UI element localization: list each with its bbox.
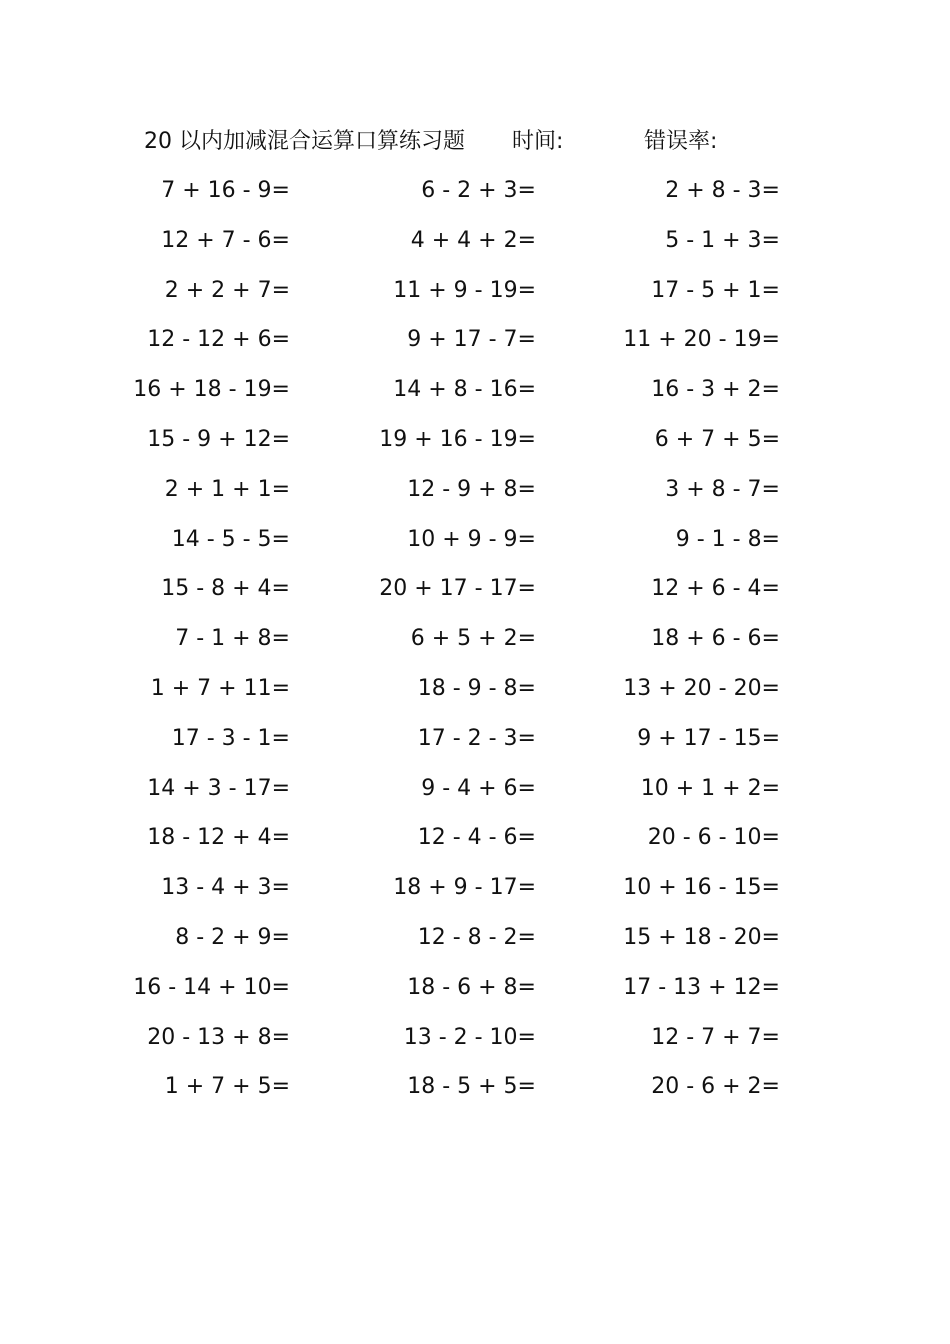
- problem-row: [0, 622, 950, 656]
- problem-row: [0, 572, 950, 606]
- problem-row: [0, 473, 950, 507]
- problem-item: 14 - 5 - 5=: [171, 526, 290, 552]
- problem-item: 6 + 7 + 5=: [654, 427, 780, 452]
- problem-item: 13 - 4 + 3=: [161, 875, 290, 901]
- problem-item: 11 + 9 - 19=: [393, 277, 536, 303]
- problem-row: [0, 921, 950, 955]
- problem-item: 16 - 3 + 2=: [651, 377, 780, 403]
- problem-row: [0, 274, 950, 308]
- problem-row: [0, 523, 950, 557]
- problem-item: 9 + 17 - 7=: [407, 327, 536, 353]
- problem-row: [0, 1021, 950, 1055]
- problem-item: 18 - 6 + 8=: [407, 974, 536, 1000]
- worksheet-header: [0, 126, 950, 158]
- problem-item: 9 - 1 - 8=: [675, 526, 780, 552]
- problem-row: [0, 971, 950, 1005]
- problem-item: 20 - 6 - 10=: [647, 825, 780, 851]
- problem-item: 20 + 17 - 17=: [379, 576, 536, 602]
- problem-item: 12 + 7 - 6=: [161, 227, 290, 253]
- problem-item: 4 + 4 + 2=: [410, 227, 536, 253]
- problem-item: 7 - 1 + 8=: [175, 626, 290, 652]
- problem-item: 18 + 9 - 17=: [393, 875, 536, 901]
- problem-row: [0, 224, 950, 258]
- problem-item: 12 - 4 - 6=: [417, 825, 536, 851]
- problem-item: 6 + 5 + 2=: [410, 626, 536, 652]
- problem-item: 6 - 2 + 3=: [421, 178, 536, 203]
- problem-row: [0, 174, 950, 208]
- problem-item: 17 - 5 + 1=: [651, 277, 780, 303]
- problem-item: 16 - 14 + 10=: [133, 974, 290, 1000]
- problem-item: 9 + 17 - 15=: [637, 725, 780, 751]
- problem-item: 14 + 3 - 17=: [147, 775, 290, 801]
- problem-row: [0, 821, 950, 855]
- problem-item: 12 + 6 - 4=: [651, 576, 780, 602]
- problem-item: 2 + 1 + 1=: [164, 476, 290, 502]
- problem-item: 13 - 2 - 10=: [403, 1024, 536, 1050]
- problem-item: 14 + 8 - 16=: [393, 377, 536, 403]
- problem-item: 16 + 18 - 19=: [133, 377, 290, 403]
- problem-item: 1 + 7 + 11=: [150, 676, 290, 701]
- problem-item: 18 - 12 + 4=: [147, 825, 290, 851]
- problem-row: [0, 373, 950, 407]
- problem-item: 17 - 2 - 3=: [417, 725, 536, 751]
- problem-item: 17 - 13 + 12=: [623, 974, 780, 1000]
- problem-item: 13 + 20 - 20=: [623, 676, 780, 701]
- problem-item: 10 + 9 - 9=: [407, 526, 536, 552]
- problem-item: 12 - 8 - 2=: [417, 925, 536, 950]
- problem-item: 20 - 6 + 2=: [651, 1074, 780, 1100]
- problem-item: 19 + 16 - 19=: [379, 427, 536, 452]
- problem-item: 17 - 3 - 1=: [171, 725, 290, 751]
- problem-row: [0, 722, 950, 756]
- problem-item: 8 - 2 + 9=: [175, 925, 290, 950]
- problem-item: 1 + 7 + 5=: [164, 1074, 290, 1100]
- problem-item: 11 + 20 - 19=: [623, 327, 780, 353]
- problem-item: 12 - 9 + 8=: [407, 476, 536, 502]
- problem-item: 12 - 7 + 7=: [651, 1024, 780, 1050]
- problem-item: 20 - 13 + 8=: [147, 1024, 290, 1050]
- problem-row: [0, 423, 950, 457]
- problem-item: 2 + 2 + 7=: [164, 277, 290, 303]
- problem-item: 18 - 5 + 5=: [407, 1074, 536, 1100]
- problem-item: 15 + 18 - 20=: [623, 925, 780, 950]
- problem-item: 10 + 1 + 2=: [640, 775, 780, 801]
- problem-row: [0, 871, 950, 905]
- problem-item: 9 - 4 + 6=: [421, 775, 536, 801]
- problem-item: 12 - 12 + 6=: [147, 327, 290, 353]
- problem-row: [0, 1070, 950, 1104]
- problem-item: 15 - 8 + 4=: [161, 576, 290, 602]
- problem-item: 3 + 8 - 7=: [665, 476, 780, 502]
- problem-row: [0, 672, 950, 706]
- problem-item: 7 + 16 - 9=: [161, 178, 290, 203]
- problem-item: 10 + 16 - 15=: [623, 875, 780, 901]
- problem-item: 5 - 1 + 3=: [665, 227, 780, 253]
- time-label: 时间:: [512, 129, 564, 154]
- problem-item: 15 - 9 + 12=: [147, 427, 290, 452]
- problem-item: 2 + 8 - 3=: [665, 178, 780, 203]
- worksheet-title: 20 以内加减混合运算口算练习题: [144, 129, 465, 154]
- problem-row: [0, 772, 950, 806]
- problem-item: 18 + 6 - 6=: [651, 626, 780, 652]
- error-rate-label: 错误率:: [644, 129, 718, 154]
- problem-item: 18 - 9 - 8=: [417, 676, 536, 701]
- problem-row: [0, 323, 950, 357]
